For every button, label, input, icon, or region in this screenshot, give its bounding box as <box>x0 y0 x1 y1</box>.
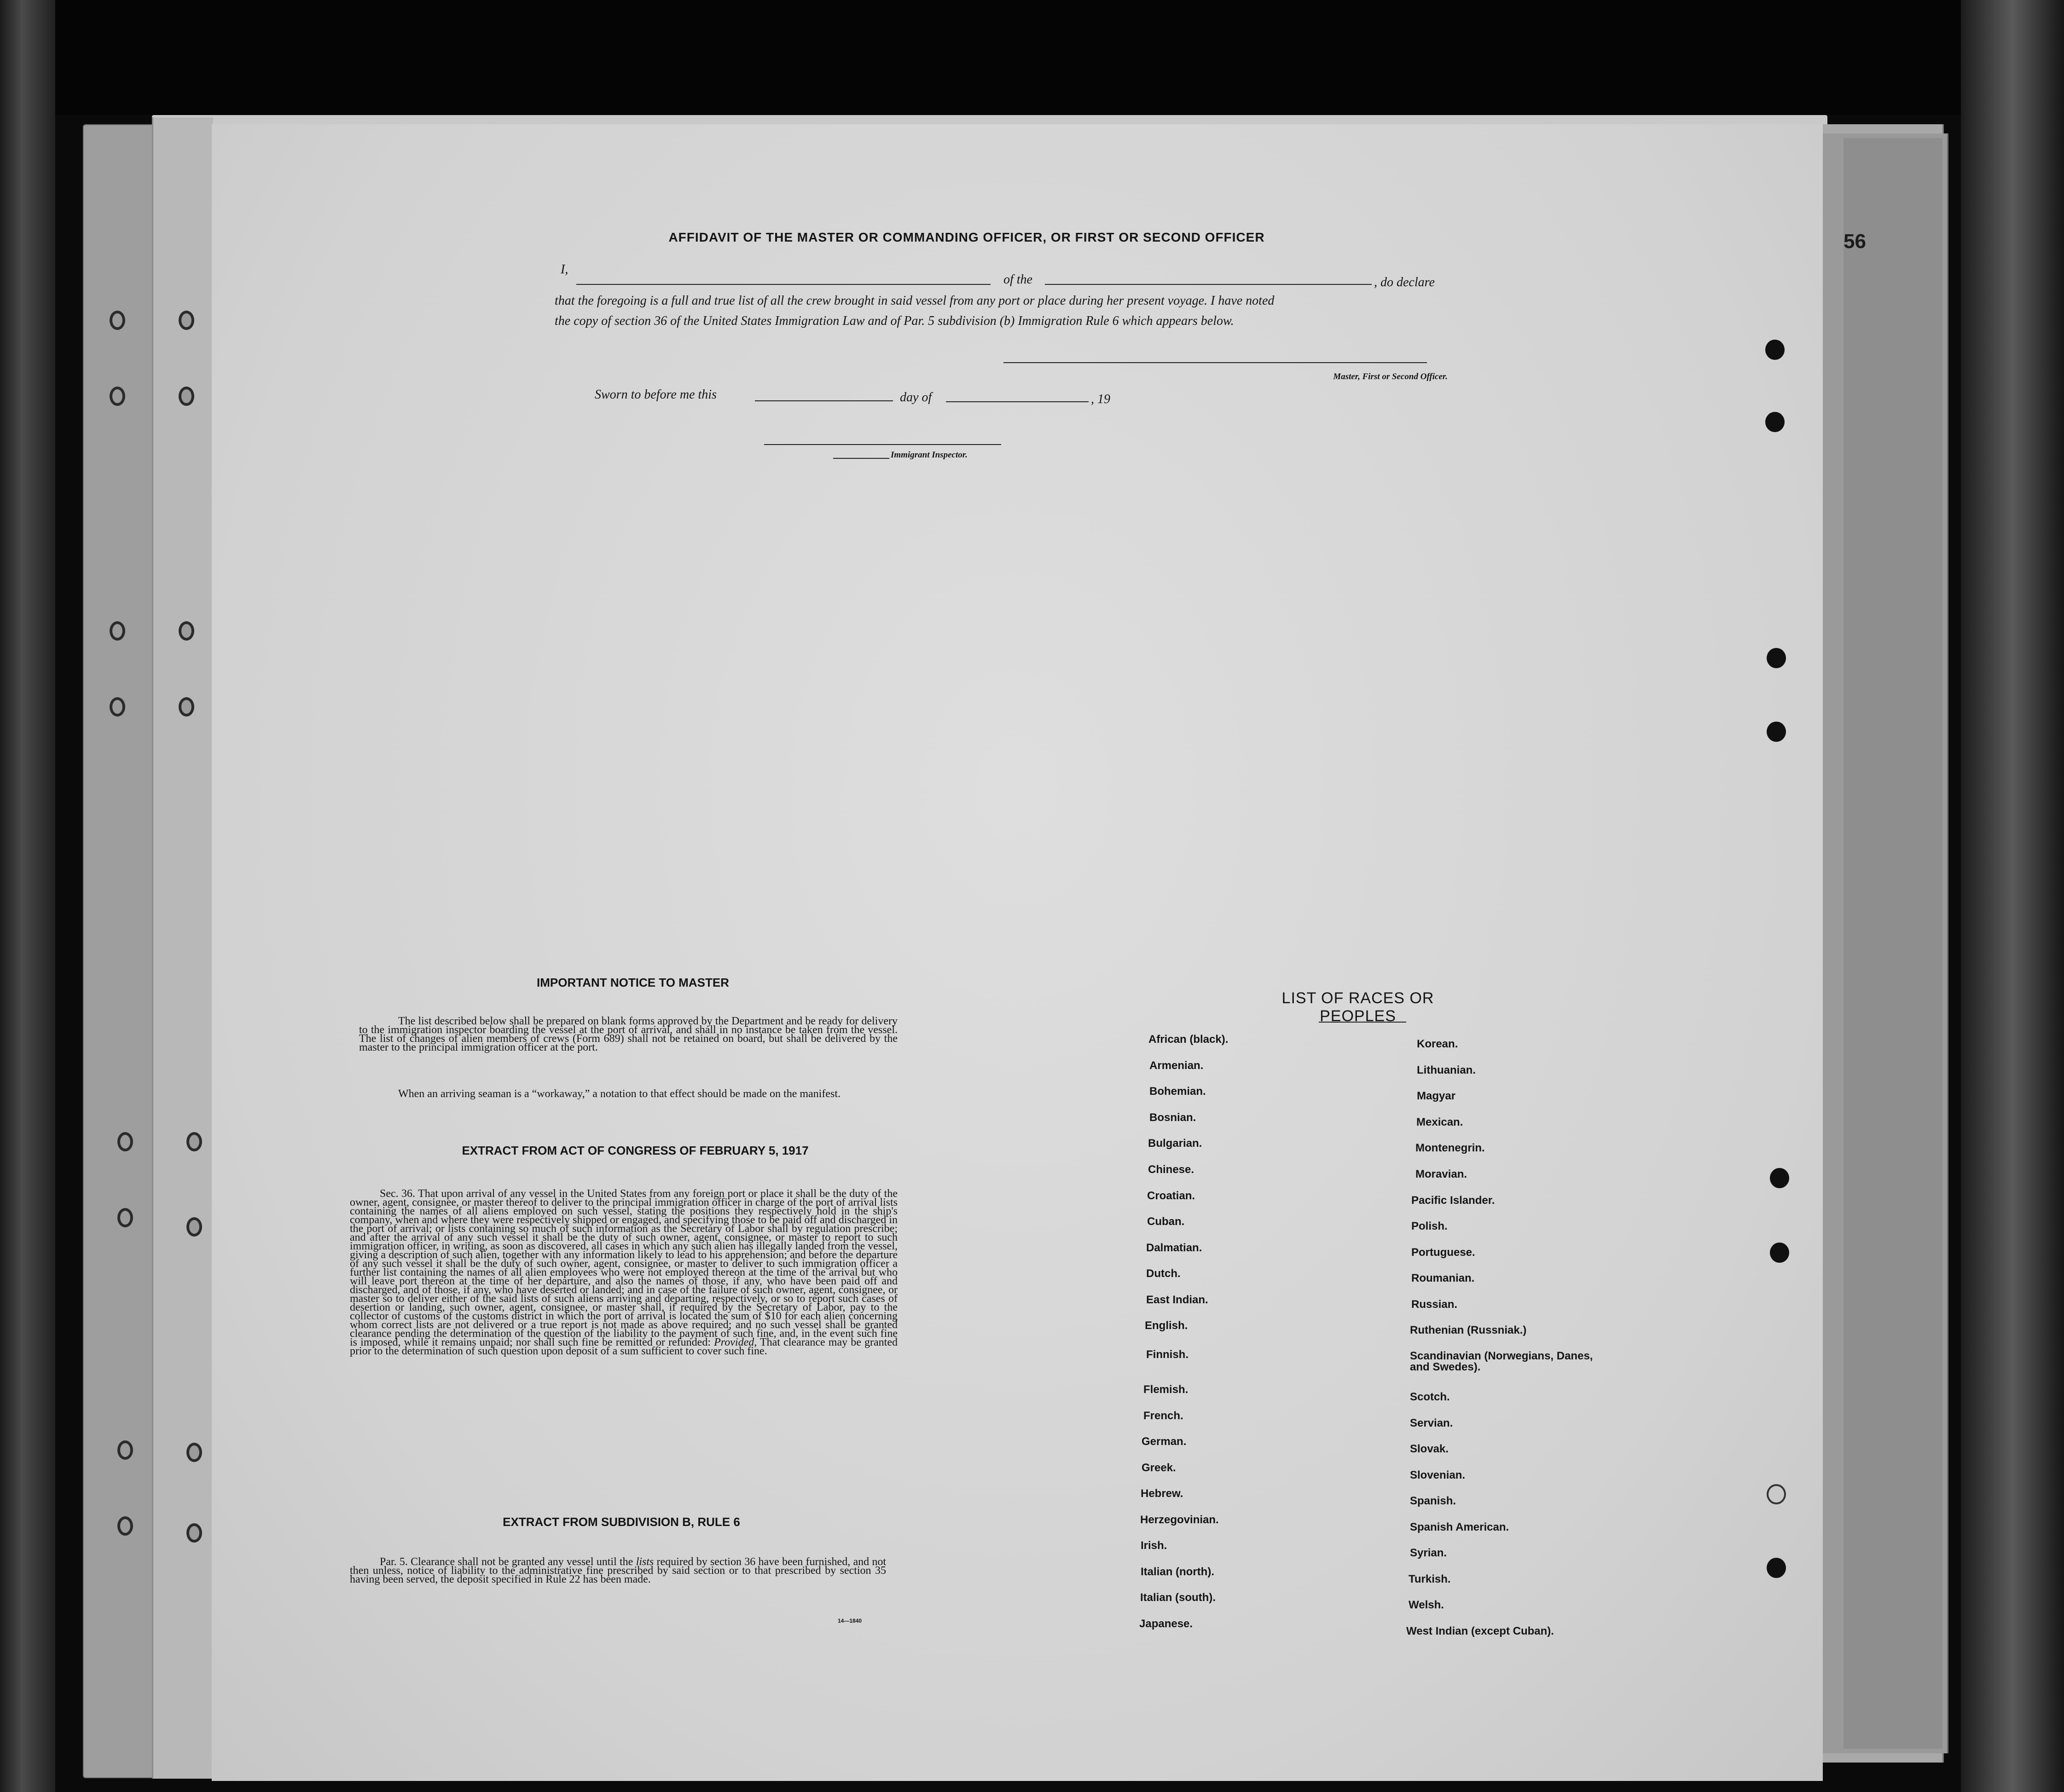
rule-6-text <box>350 1558 886 1584</box>
race-item: Polish. <box>1411 1220 1448 1232</box>
year-label: , 19 <box>1091 392 1110 406</box>
race-item: Lithuanian. <box>1417 1064 1476 1076</box>
scan-background-top <box>0 0 2064 115</box>
race-item: Flemish. <box>1143 1383 1189 1396</box>
race-item: Slovenian. <box>1410 1469 1466 1481</box>
day-of-label: day of <box>900 390 932 405</box>
race-item: English. <box>1145 1319 1188 1332</box>
binder-hole <box>179 311 194 330</box>
race-item: Welsh. <box>1409 1599 1444 1611</box>
race-item: Greek. <box>1142 1462 1176 1474</box>
page-number: 56 <box>1844 230 1866 253</box>
race-item: Irish. <box>1141 1539 1167 1552</box>
race-item: Spanish American. <box>1410 1521 1509 1533</box>
race-item: Ruthenian (Russniak.) <box>1410 1324 1527 1336</box>
binder-hole <box>1765 412 1785 432</box>
master-name-line[interactable] <box>576 284 991 285</box>
binder-hole <box>179 387 194 406</box>
underlying-page-right-band <box>1844 138 1942 1749</box>
race-item: Dalmatian. <box>1146 1242 1202 1254</box>
race-item: Cuban. <box>1147 1215 1185 1228</box>
inspector-label-line <box>833 458 889 459</box>
race-item: German. <box>1142 1435 1187 1448</box>
races-title-rule <box>1319 1022 1406 1023</box>
race-item: Finnish. <box>1146 1348 1189 1361</box>
section-36-body: That upon arrival of any vessel in the United States from any foreign port or place it shall be the duty of the owner, agent, consignee, or master thereof to deliver to the principal immigration officer in charge of the port of arrival lists containing the names of all aliens employed on such vessel, stating the positions they respectively hold in the ship's company, when and where they were respectively shipped or engaged, and specifying those to be paid off and discharged in the port of arrival; or lists containing so much of such information as the Secretary of Labor shall by regulation prescribe; and after the arrival of any such vessel it shall be the duty of such owner, agent, consignee, or master to report to such immigration officer, in writing, as soon as discovered, all cases in which any such alien has illegally landed from the vessel, giving a description of such alien, together with any information likely to lead to his apprehension; and before the departure of any such vessel it shall be the duty of such owner, agent, consignee, or master to deliver to such immigration officer a further list containing the names of all alien employees who were not employed thereon at the time of the arrival but who will leave port thereon at the time of her departure, and also the names of those, if any, who have been paid off and discharged, and of those, if any, who have deserted or landed; and in case of the failure of such owner, agent, consignee, or master so to deliver either of the said lists of such aliens arriving and departing, respectively, or so to report such cases of desertion or landing, such owner, agent, consignee, or master shall, if required by the Secretary of Labor, pay to the collector of customs of the customs district in which the port of arrival is located the sum of $10 for each alien concerning whom correct lists are not delivered or a true report is not made as above required; and no such vessel shall be granted clearance pending the determination of the question of the liability to the payment of such fine, and, in the event such fine is imposed, while it remains unpaid; nor shall such fine be remitted or refunded: <box>350 1188 898 1348</box>
month-line[interactable] <box>946 401 1089 402</box>
race-item: Portuguese. <box>1411 1246 1475 1259</box>
form-number: 14—1840 <box>838 1618 862 1624</box>
race-item: Hebrew. <box>1141 1487 1183 1500</box>
extract-act-title: EXTRACT FROM ACT OF CONGRESS OF FEBRUARY 5, 1917 <box>462 1144 809 1157</box>
section-36-text <box>350 1190 898 1356</box>
race-item: Scandinavian (Norwegians, Danes, and Swedes). <box>1410 1350 1593 1373</box>
binder-left-edge <box>0 0 55 1792</box>
rule-6-text-a: Par. 5. Clearance shall not be granted any vessel until the <box>380 1556 636 1568</box>
binder-hole <box>186 1443 202 1462</box>
race-item: Servian. <box>1410 1417 1453 1429</box>
binder-hole <box>110 387 125 406</box>
vessel-name-line[interactable] <box>1045 284 1372 285</box>
sworn-label: Sworn to before me this <box>595 387 717 402</box>
affidavit-line-3: the copy of section 36 of the United States Immigration Law and of Par. 5 subdivision (b) Immigration Rule 6 which appears below. <box>555 314 1234 328</box>
binder-hole <box>1767 648 1786 668</box>
inspector-label: Immigrant Inspector. <box>891 450 968 460</box>
binder-hole <box>179 697 194 717</box>
signature-label: Master, First or Second Officer. <box>1333 372 1448 382</box>
signature-line[interactable] <box>1003 362 1427 363</box>
race-item: Croatian. <box>1147 1190 1195 1202</box>
provided-term: Provided, <box>714 1336 757 1348</box>
binder-hole <box>1765 340 1785 360</box>
affidavit-line-2: that the foregoing is a full and true list of all the crew brought in said vessel from any port or place during her present voyage. I have noted <box>555 294 1275 308</box>
race-item: Montenegrin. <box>1415 1142 1485 1154</box>
race-item: East Indian. <box>1146 1294 1208 1306</box>
binder-hole <box>1770 1243 1789 1263</box>
race-item: West Indian (except Cuban). <box>1406 1625 1554 1637</box>
race-item: Japanese. <box>1139 1618 1193 1630</box>
binder-hole <box>117 1132 133 1151</box>
race-item: Russian. <box>1411 1298 1458 1311</box>
extract-rule-title: EXTRACT FROM SUBDIVISION B, RULE 6 <box>503 1515 740 1529</box>
binder-hole <box>117 1208 133 1227</box>
races-title: LIST OF RACES OR PEOPLES <box>1281 989 1434 1025</box>
affidavit-of-the-label: of the <box>1003 272 1032 287</box>
race-item: Bulgarian. <box>1148 1137 1202 1150</box>
race-item: Roumanian. <box>1411 1272 1475 1284</box>
affidavit-declare-label: , do declare <box>1374 275 1435 289</box>
notice-title: IMPORTANT NOTICE TO MASTER <box>537 976 729 989</box>
inspector-signature-line[interactable] <box>764 444 1001 445</box>
binder-hole <box>1767 1484 1786 1504</box>
race-item: Magyar <box>1417 1090 1456 1102</box>
race-item: Scotch. <box>1410 1391 1450 1403</box>
binder-hole <box>117 1440 133 1460</box>
race-item: Dutch. <box>1146 1267 1181 1280</box>
race-item: Slovak. <box>1410 1443 1449 1455</box>
race-item: Spanish. <box>1410 1495 1456 1507</box>
race-item: Italian (south). <box>1140 1591 1216 1604</box>
binder-hole <box>1767 1558 1786 1578</box>
binder-hole <box>117 1516 133 1536</box>
notice-paragraph-1: The list described below shall be prepared on blank forms approved by the Department and be ready for delivery to the immigration inspector boarding the vessel at the port of arrival, and shall in no instance be taken from the vessel. The list of changes of alien members of crews (Form 689) shall not be retained on board, but shall be delivered by the master to the principal immigration officer at the port. <box>359 1015 898 1053</box>
binder-hole <box>186 1523 202 1543</box>
race-item: Syrian. <box>1410 1547 1447 1559</box>
binder-hole <box>1767 722 1786 742</box>
binder-hole <box>110 621 125 641</box>
notice-paragraph-2: When an arriving seaman is a “workaway,” a notation to that effect should be made on the manifest. <box>398 1088 841 1100</box>
binder-hole <box>110 697 125 717</box>
race-item: Bohemian. <box>1149 1085 1206 1098</box>
binder-right-edge <box>1961 0 2064 1792</box>
affidavit-i-label: I, <box>561 262 568 277</box>
section-36-end: That clearance may be granted prior to the determination of such question upon deposit of a sum sufficient to cover such fine. <box>350 1336 898 1357</box>
race-item: Bosnian. <box>1149 1111 1196 1124</box>
lists-term: lists <box>636 1556 654 1568</box>
affidavit-title: AFFIDAVIT OF THE MASTER OR COMMANDING OFFICER, OR FIRST OR SECOND OFFICER <box>668 230 1265 244</box>
race-item: African (black). <box>1148 1033 1229 1046</box>
race-item: French. <box>1143 1410 1183 1422</box>
race-item: Herzegovinian. <box>1140 1514 1219 1526</box>
underlying-page-left-inner <box>152 117 213 1779</box>
race-item: Korean. <box>1417 1038 1458 1050</box>
binder-hole <box>186 1217 202 1237</box>
race-item: Turkish. <box>1409 1573 1451 1585</box>
binder-hole <box>1770 1168 1789 1188</box>
race-item: Italian (north). <box>1141 1566 1214 1578</box>
manifest-page <box>212 124 1823 1781</box>
binder-hole <box>179 621 194 641</box>
race-item: Armenian. <box>1149 1059 1204 1072</box>
race-item: Mexican. <box>1416 1116 1463 1128</box>
binder-hole <box>186 1132 202 1151</box>
race-item: Chinese. <box>1148 1163 1194 1176</box>
binder-hole <box>110 311 125 330</box>
section-36-label: Sec. 36. <box>380 1188 416 1200</box>
sworn-date-line[interactable] <box>755 400 893 401</box>
rule-6-text-b: required by section 36 have been furnished, and not then unless, notice of liability to the administrative fine prescribed by said section or to that prescribed by section 35 having been served, the deposit specified in Rule 22 has been made. <box>350 1556 887 1585</box>
race-item: Pacific Islander. <box>1411 1194 1495 1207</box>
race-item: Moravian. <box>1415 1168 1467 1180</box>
